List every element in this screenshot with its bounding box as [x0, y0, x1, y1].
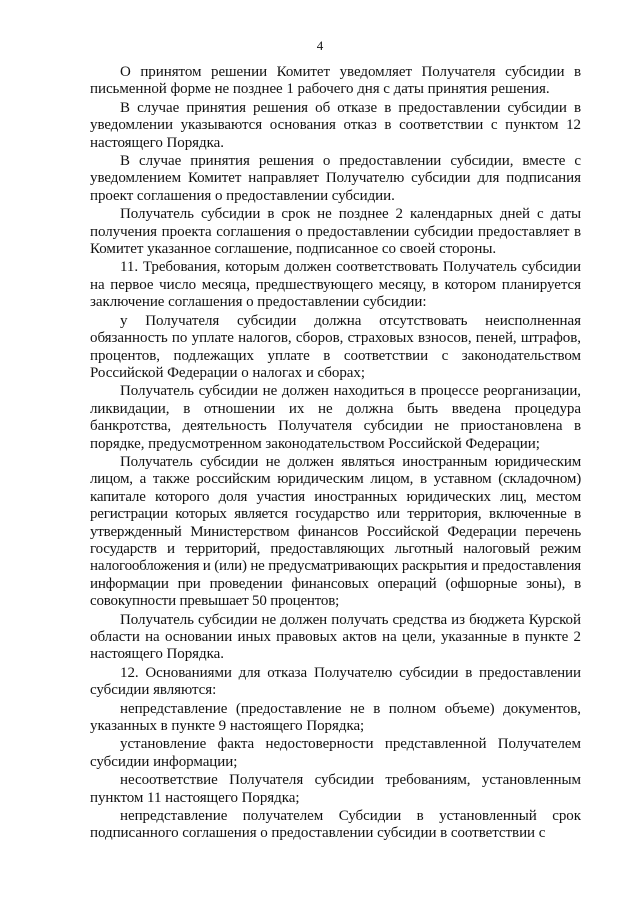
document-body — [90, 64, 581, 844]
paragraph-item-11-requirements: 11. Требования, которым должен соответствовать Получатель субсидии на первое число месяца, предшествующего месяцу, в котором планируется заключение соглашения о предоставлении субсидии: — [90, 259, 581, 311]
paragraph-approval-notice: В случае принятия решения о предоставлении субсидии, вместе с уведомлением Комитет направляет Получателю субсидии для подписания проект соглашения о предоставлении субсидии. — [90, 153, 581, 204]
paragraph-item-12-grounds: 12. Основаниями для отказа Получателю субсидии в предоставлении субсидии являются: — [90, 664, 581, 699]
paragraph-agreement-return: Получатель субсидии в срок не позднее 2 календарных дней с даты получения проекта соглашения о предоставлении субсидии предоставляет в Комитет указанное соглашение, подписанное со своей стороны. — [90, 206, 581, 258]
paragraph-refusal-notice: В случае принятия решения об отказе в предоставлении субсидии в уведомлении указываются основания отказ в соответствии с пунктом 12 настоящего Порядка. — [90, 99, 581, 151]
paragraph-notification-decision: О принятом решении Комитет уведомляет Получателя субсидии в письменной форме не позднее 1 рабочего дня с даты принятия решения. — [90, 64, 581, 98]
paragraph-budget-funds: Получатель субсидии не должен получать средства из бюджета Курской области на основании иных правовых актов на цели, указанные в пункте 2 настоящего Порядка. — [90, 611, 581, 663]
paragraph-ground-noncompliance: несоответствие Получателя субсидии требованиям, установленным пунктом 11 настоящего Порядка; — [90, 772, 581, 806]
page-number: 4 — [316, 38, 324, 53]
paragraph-reorganization: Получатель субсидии не должен находиться в процессе реорганизации, ликвидации, в отношении их не должна быть введена процедура банкротства, деятельность Получателя субсидии не приостановлена в порядке, предусмотренном законодательством Российской Федерации; — [90, 383, 581, 452]
paragraph-ground-unsigned-agreement: непредставление получателем Субсидии в установленный срок подписанного соглашения о предоставлении субсидии в соответствии с — [90, 808, 581, 842]
paragraph-foreign-entity: Получатель субсидии не должен являться иностранным юридическим лицом, а также российским юридическим лицом, в уставном (складочном) капитале которого доля участия иностранных юридических лиц, местом регистрации которых является государство или территория, включенные в утвержденный Министерством финансов Российской Федерации перечень государств и территорий, предоставляющих льготный налоговый режим налогообложения и (или) не предусматривающих раскрытия и предоставления информации при проведении финансовых операций (офшорные зоны), в совокупности превышает 50 процентов; — [90, 453, 581, 610]
paragraph-ground-false-info: установление факта недостоверности представленной Получателем субсидии информации; — [90, 736, 581, 770]
paragraph-ground-documents: непредставление (предоставление не в полном объеме) документов, указанных в пункте 9 настоящего Порядка; — [90, 700, 581, 735]
paragraph-tax-obligations: у Получателя субсидии должна отсутствовать неисполненная обязанность по уплате налогов, сборов, страховых взносов, пеней, штрафов, процентов, подлежащих уплате в соответствии с законодательством Российской Федерации о налогах и сборах; — [90, 312, 581, 381]
